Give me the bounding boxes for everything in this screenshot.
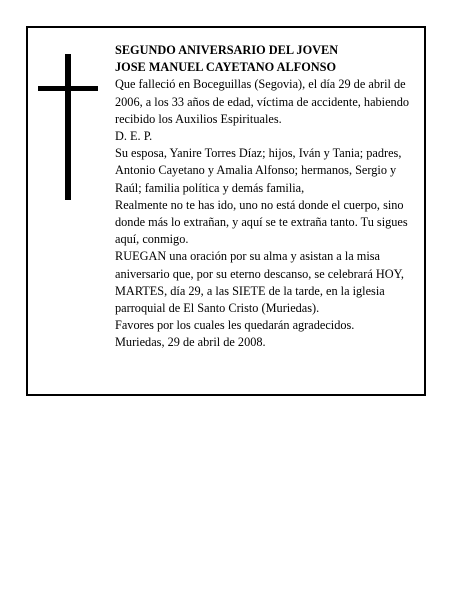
family-list: Su esposa, Yanire Torres Díaz; hijos, Iván y Tania; padres, Antonio Cayetano y Amalia Alfonso; hermanos, Sergio y Raúl; familia política y demás familia, [115,146,402,195]
mass-invitation: RUEGAN una oración por su alma y asistan a la misa aniversario que, por su eterno descanso, se celebrará HOY, MARTES, día 29, a las SIETE de la tarde, en la iglesia parroquial de El Santo Cristo (Muriedas). [115,249,404,316]
notice-text [115,42,425,352]
rip-line: D. E. P. [115,129,153,144]
thanks-line: Favores por los cuales les quedarán agradecidos. [115,318,355,333]
obituary-notice [26,26,426,396]
cross-vertical-bar [65,54,71,200]
cross-horizontal-bar [38,86,98,91]
death-details: Que falleció en Boceguillas (Segovia), el día 29 de abril de 2006, a los 33 años de edad, víctima de accidente, habiendo recibido los Auxilios Espirituales. [115,77,410,126]
place-date-line: Muriedas, 29 de abril de 2008. [115,335,266,350]
heading-line-1: SEGUNDO ANIVERSARIO DEL JOVEN [115,43,339,57]
heading-line-2: JOSE MANUEL CAYETANO ALFONSO [115,60,337,75]
cross-icon [38,54,98,200]
memorial-quote: Realmente no te has ido, uno no está donde el cuerpo, sino donde más lo extrañan, y aquí se te extraña tanto. Tu sigues aquí, conmigo. [115,197,408,247]
